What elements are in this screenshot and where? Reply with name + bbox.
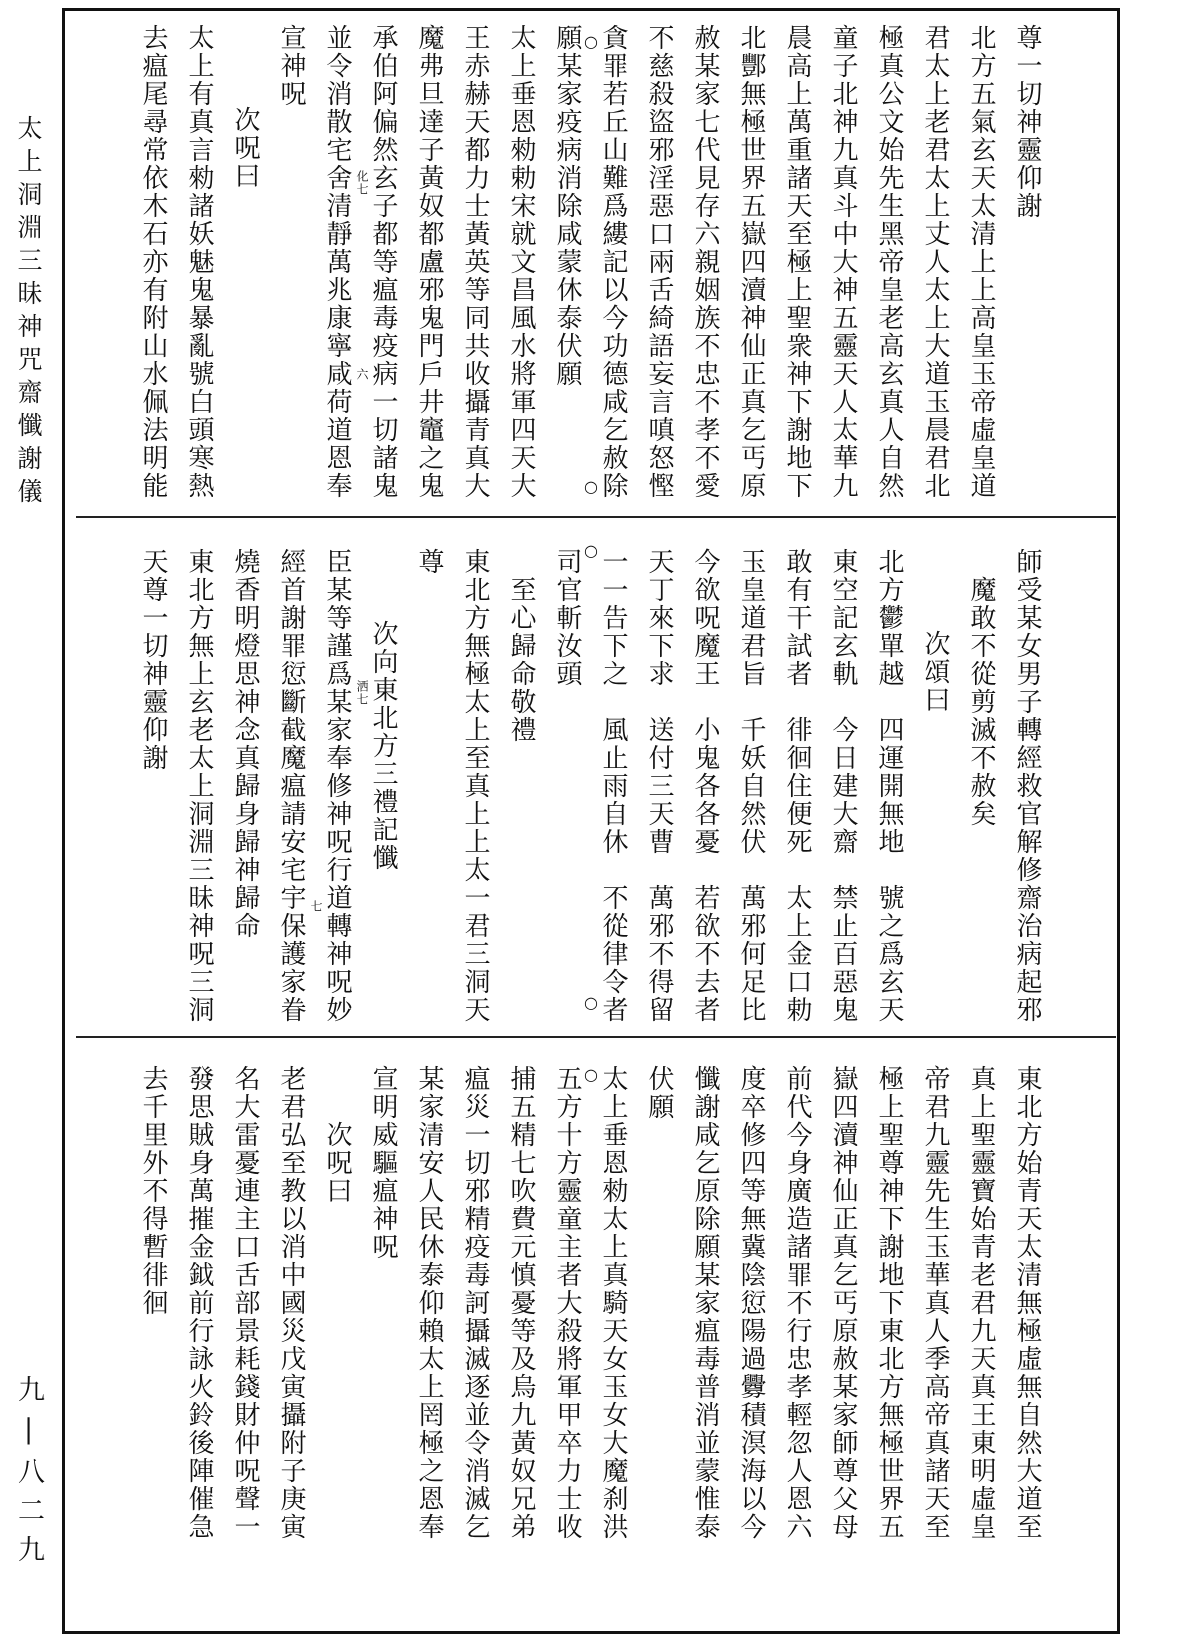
middle-column-16: 臣某等謹爲某家奉修神呪行道轉神呪妙 [322, 548, 352, 1024]
bottom-column-11: 五方十方靈童主者大殺將軍甲卒力士收 [552, 1065, 582, 1541]
fold-circle-mark: ○ [584, 541, 598, 560]
bottom-column-13: 瘟災一切邪精疫毒訶攝滅逐並令消滅乞 [460, 1065, 490, 1541]
top-column-6: 晨高上萬重諸天至極上聖衆神下謝地下 [782, 24, 812, 500]
top-column-3: 君太上老君太上丈人太上大道玉晨君北 [920, 24, 950, 500]
top-column-14: 魔弗旦達子黃奴都盧邪鬼門戶井竈之鬼 [414, 24, 444, 500]
middle-column-5-verse: 東空記玄軌 今日建大齋 禁止百惡鬼 [828, 548, 858, 1024]
bottom-column-15: 宣明威驅瘟神呪 [368, 1065, 398, 1261]
register-divider-lower [76, 1036, 1116, 1038]
top-column-15: 承伯阿偏然玄子都等瘟毒疫病一切諸鬼 [368, 24, 398, 500]
bottom-column-7: 度卒修四等無冀陰愆陽過釁積溟海以今 [736, 1065, 766, 1541]
bottom-column-3: 帝君九靈先生玉華真人季高帝真諸天至 [920, 1065, 950, 1541]
top-column-1: 尊一切神靈仰謝 [1012, 24, 1042, 220]
margin-book-title: 太上洞淵三昧神咒齋懺謝儀 [14, 115, 43, 511]
top-column-2: 北方五氣玄天太清上上高皇玉帝虛皇道 [966, 24, 996, 500]
register-divider-upper [76, 516, 1116, 518]
middle-column-17: 經首謝罪愆斷截魔瘟請安宅宇保護家眷 [276, 548, 306, 1024]
top-column-12: 太上垂恩勑勅宋就文昌風水將軍四天大 [506, 24, 536, 500]
middle-column-9-verse: 天丁來下求 送付三天曹 萬邪不得留 [644, 548, 674, 1024]
bottom-column-1: 東北方始青天太清無極虛無自然大道至 [1012, 1065, 1042, 1541]
middle-column-3-heading: 次頌曰 [920, 630, 950, 714]
page-number: 九|八二九 [13, 1375, 44, 1574]
top-column-8: 赦某家七代見存六親姻族不忠不孝不愛 [690, 24, 720, 500]
bottom-column-10: 太上垂恩勑太上真騎天女玉女大魔刹洪 [598, 1065, 628, 1541]
top-column-16: 並令消散宅舍清靜萬兆康寧咸荷道恩奉 [322, 24, 352, 500]
bottom-column-18: 名大雷憂連主口舌部景耗錢財仲呪聲一 [230, 1065, 260, 1541]
top-column-5: 童子北神九真斗中大神五靈天人太華九 [828, 24, 858, 500]
middle-column-15-heading: 次向東北方三禮記懺 [368, 620, 398, 872]
middle-column-13: 東北方無極太上至真上上太一君三洞天 [460, 548, 490, 1024]
top-column-10: 貪罪若丘山難爲縷記以今功德咸乞赦除 [598, 24, 628, 500]
interlinear-note: 六 [355, 368, 369, 381]
middle-column-12: 至心歸命敬禮 [506, 576, 536, 744]
middle-column-18: 燒香明燈思神念真歸身歸神歸命 [230, 548, 260, 940]
top-column-4: 極真公文始先生黑帝皇老高玄真人自然 [874, 24, 904, 500]
bottom-column-5: 嶽四瀆神仙正真乞丐原赦某家師尊父母 [828, 1065, 858, 1541]
top-column-11: 願某家疫病消除咸蒙休泰伏願 [552, 24, 582, 388]
bottom-column-2: 真上聖靈寶始青老君九天真王東明虛皇 [966, 1065, 996, 1541]
interlinear-note: 洒七 [355, 680, 369, 706]
bottom-column-16-heading: 次呪曰 [322, 1121, 352, 1205]
bottom-column-9: 伏願 [644, 1065, 674, 1121]
top-column-19: 太上有真言勑諸妖魅鬼暴亂號白頭寒熱 [184, 24, 214, 500]
top-column-7: 北酆無極世界五嶽四瀆神仙正真乞丐原 [736, 24, 766, 500]
middle-column-10-verse: 一一告下之 風止雨自休 不從律令者 [598, 548, 628, 1024]
middle-column-19: 東北方無上玄老太上洞淵三昧神呪三洞 [184, 548, 214, 1024]
top-column-9: 不慈殺盜邪淫惡口兩舌綺語妄言嗔怒慳 [644, 24, 674, 500]
middle-column-11-verse: 司官斬汝頭 [552, 548, 582, 688]
top-register [130, 24, 1050, 519]
middle-column-2: 魔敢不從剪滅不赦矣 [966, 576, 996, 828]
middle-column-8-verse: 今欲呪魔王 小鬼各各憂 若欲不去者 [690, 548, 720, 1024]
middle-column-6-verse: 敢有干試者 徘徊住便死 太上金口勅 [782, 548, 812, 1024]
fold-circle-mark: ○ [584, 993, 598, 1012]
top-column-17: 宣神呪 [276, 24, 306, 108]
bottom-register [130, 1065, 1050, 1625]
bottom-column-20: 去千里外不得暫徘徊 [138, 1065, 168, 1317]
bottom-column-14: 某家清安人民休泰仰賴太上罔極之恩奉 [414, 1065, 444, 1541]
bottom-column-8: 懺謝咸乞原除願某家瘟毒普消並蒙惟泰 [690, 1065, 720, 1541]
fold-circle-mark: ○ [584, 32, 598, 51]
bottom-column-4: 極上聖尊神下謝地下東北方無極世界五 [874, 1065, 904, 1541]
middle-column-20: 天尊一切神靈仰謝 [138, 548, 168, 772]
top-column-13: 王赤赫天都力士黃英等同共收攝青真大 [460, 24, 490, 500]
middle-column-1: 師受某女男子轉經救官解修齋治病起邪 [1012, 548, 1042, 1024]
bottom-column-12: 捕五精七吹費元慎憂等及烏九黃奴兄弟 [506, 1065, 536, 1541]
bottom-column-6: 前代今身廣造諸罪不行忠孝輕忽人恩六 [782, 1065, 812, 1541]
fold-circle-mark: ○ [584, 477, 598, 496]
interlinear-note: 化七 [355, 170, 369, 196]
bottom-column-19: 發思賊身萬摧金鉞前行詠火鈴後陣催急 [184, 1065, 214, 1541]
fold-circle-mark: ○ [584, 1065, 598, 1084]
middle-column-4-verse: 北方鬱單越 四運開無地 號之爲玄天 [874, 548, 904, 1024]
top-column-20: 去瘟尾尋常依木石亦有附山水佩法明能 [138, 24, 168, 500]
middle-register [130, 548, 1050, 1033]
bottom-column-17: 老君弘至教以消中國災戊寅攝附子庚寅 [276, 1065, 306, 1541]
top-column-18-heading: 次呪曰 [230, 106, 260, 190]
middle-column-14: 尊 [414, 548, 444, 576]
interlinear-note: 七 [309, 900, 323, 913]
middle-column-7-verse: 玉皇道君旨 千妖自然伏 萬邪何足比 [736, 548, 766, 1024]
